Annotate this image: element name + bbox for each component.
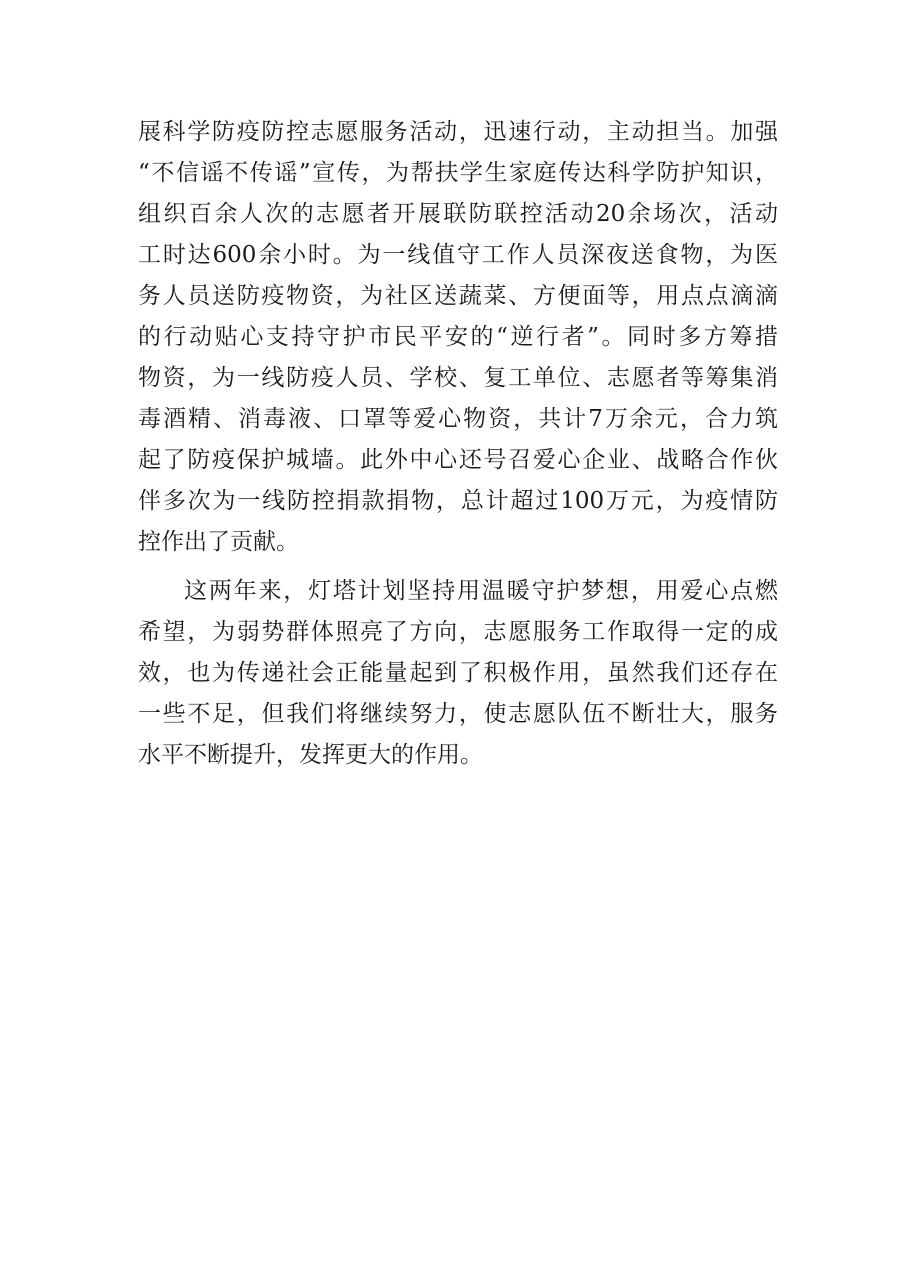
text-line: 希望，为弱势群体照亮了方向，志愿服务工作取得一定的成 (138, 619, 778, 645)
text-line: 一些不足，但我们将继续努力，使志愿队伍不断壮大，服务 (138, 701, 778, 727)
text-line: 组织百余人次的志愿者开展联防联控活动20余场次，活动 (138, 201, 778, 227)
text-line: 展科学防疫防控志愿服务活动，迅速行动，主动担当。加强 (138, 119, 778, 145)
text-line: 务人员送防疫物资，为社区送蔬菜、方便面等，用点点滴滴 (138, 283, 778, 309)
text-line: 的行动贴心支持守护市民平安的“逆行者”。同时多方筹措 (138, 324, 778, 350)
body-text (138, 112, 778, 776)
text-line: “不信谣不传谣”宣传，为帮扶学生家庭传达科学防护知识， (138, 160, 778, 186)
text-line: 控作出了贡献。 (138, 529, 299, 555)
text-line: 这两年来，灯塔计划坚持用温暖守护梦想，用爱心点燃 (184, 578, 778, 604)
text-line: 效，也为传递社会正能量起到了积极作用，虽然我们还存在 (138, 660, 778, 686)
paragraph-covid-volunteering (138, 112, 778, 563)
text-line: 伴多次为一线防控捐款捐物，总计超过100万元，为疫情防 (138, 488, 778, 514)
text-line: 起了防疫保护城墙。此外中心还号召爱心企业、战略合作伙 (138, 447, 778, 473)
text-line: 水平不断提升，发挥更大的作用。 (138, 742, 483, 768)
text-line: 工时达600余小时。为一线值守工作人员深夜送食物，为医 (138, 242, 778, 268)
text-line: 物资，为一线防疫人员、学校、复工单位、志愿者等筹集消 (138, 365, 778, 391)
paragraph-summary (138, 571, 778, 776)
text-line: 毒酒精、消毒液、口罩等爱心物资，共计7万余元，合力筑 (138, 406, 778, 432)
paragraph-spacer (138, 563, 778, 571)
